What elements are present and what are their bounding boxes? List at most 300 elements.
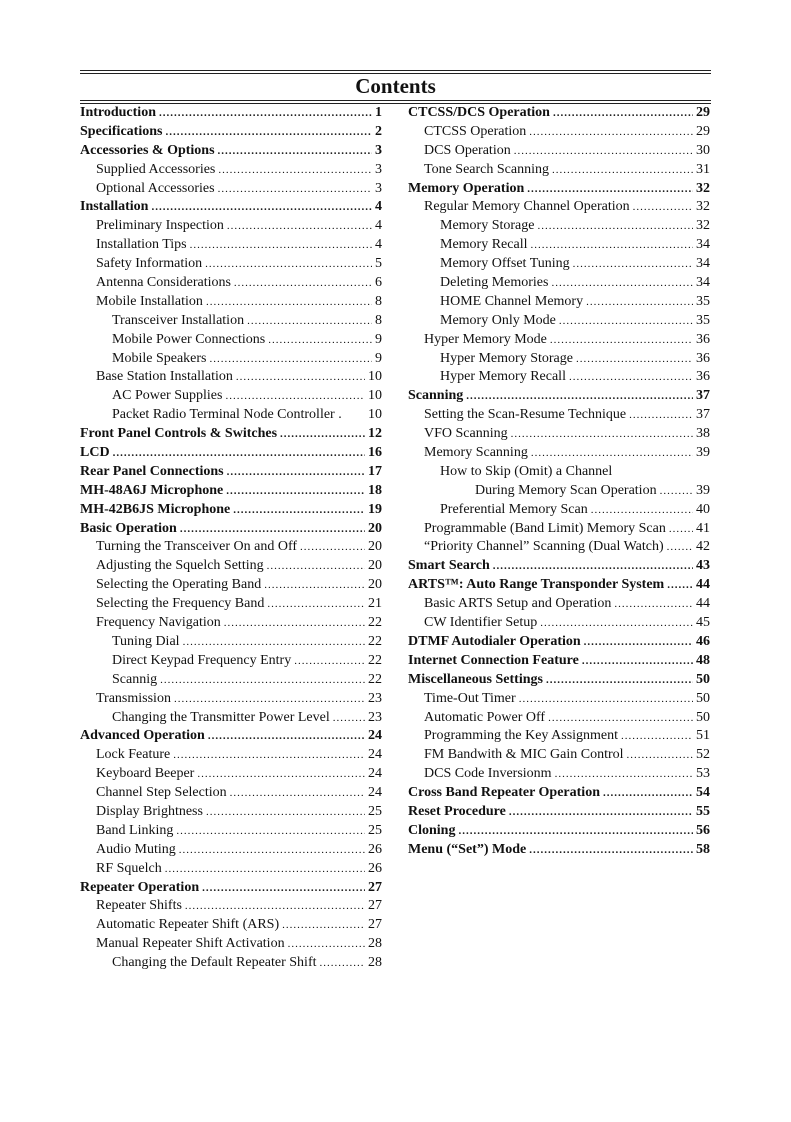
toc-entry-mobile-speakers[interactable] xyxy=(80,350,382,369)
toc-entry-title: Band Linking xyxy=(96,822,174,838)
toc-page-number: 8 xyxy=(375,312,382,328)
toc-dot-leader xyxy=(267,557,365,576)
toc-dot-leader xyxy=(208,727,365,746)
toc-page-number: 54 xyxy=(696,785,710,801)
toc-dot-leader xyxy=(159,104,372,123)
toc-page-number: 45 xyxy=(696,615,710,631)
toc-entry-title: Direct Keypad Frequency Entry xyxy=(112,652,292,668)
toc-entry-installation[interactable] xyxy=(80,198,382,217)
toc-entry-title: MH-42B6JS Microphone xyxy=(80,501,231,517)
toc-entry-band-linking[interactable] xyxy=(80,822,382,841)
toc-page-number: 18 xyxy=(368,482,382,498)
toc-left-column xyxy=(80,104,382,973)
toc-dot-leader xyxy=(603,784,693,803)
toc-entry-introduction[interactable] xyxy=(80,104,382,123)
toc-dot-leader xyxy=(559,312,693,331)
toc-entry-title: Preferential Memory Scan xyxy=(440,501,588,517)
toc-page-number: 21 xyxy=(368,596,382,612)
toc-page-number: 17 xyxy=(368,463,382,479)
toc-entry-audio-muting[interactable] xyxy=(80,841,382,860)
toc-entry-repeater-shifts[interactable] xyxy=(80,897,382,916)
toc-page-number: 44 xyxy=(696,577,710,593)
toc-entry-changing-the-transmitter-power-level[interactable] xyxy=(80,709,382,728)
toc-entry-selecting-the-operating-band[interactable] xyxy=(80,576,382,595)
toc-entry-dcs-operation[interactable] xyxy=(408,142,710,161)
toc-entry-preferential-memory-scan[interactable] xyxy=(408,501,710,520)
toc-entry-memory-storage[interactable] xyxy=(408,217,710,236)
toc-dot-leader xyxy=(550,331,693,350)
toc-page-number: 40 xyxy=(696,501,710,517)
toc-dot-leader xyxy=(160,671,365,690)
toc-page-number: 10 xyxy=(368,407,382,423)
toc-entry-direct-keypad-frequency-entry[interactable] xyxy=(80,652,382,671)
toc-entry-title: Base Station Installation xyxy=(96,369,233,385)
toc-dot-leader xyxy=(531,444,693,463)
toc-entry-reset-procedure[interactable] xyxy=(408,803,710,822)
toc-entry-how-to-skip-omit-a-channel[interactable] xyxy=(408,463,710,482)
toc-entry-title: Smart Search xyxy=(408,558,490,574)
toc-page-number: 31 xyxy=(696,161,710,177)
toc-page-number: 34 xyxy=(696,237,710,253)
toc-entry-title: Memory Only Mode xyxy=(440,312,556,328)
toc-dot-leader xyxy=(205,255,372,274)
toc-dot-leader xyxy=(614,595,693,614)
toc-dot-leader xyxy=(268,331,372,350)
toc-entry-title: Rear Panel Connections xyxy=(80,463,224,479)
toc-page-number: 3 xyxy=(375,161,382,177)
toc-page-number: 50 xyxy=(696,671,710,687)
toc-page-number: 20 xyxy=(368,539,382,555)
toc-page-number: 4 xyxy=(375,237,382,253)
toc-entry-title: Frequency Navigation xyxy=(96,615,221,631)
toc-entry-title: Repeater Shifts xyxy=(96,898,182,914)
toc-entry-title: Basic Operation xyxy=(80,520,177,536)
toc-entry-cw-identifier-setup[interactable] xyxy=(408,614,710,633)
toc-entry-title: Introduction xyxy=(80,105,156,120)
toc-entry-memory-only-mode[interactable] xyxy=(408,312,710,331)
toc-dot-leader xyxy=(576,350,693,369)
toc-entry-automatic-power-off[interactable] xyxy=(408,709,710,728)
toc-dot-leader xyxy=(206,803,365,822)
toc-dot-leader xyxy=(233,501,365,520)
toc-dot-leader xyxy=(264,576,365,595)
toc-dot-leader xyxy=(586,293,693,312)
toc-page-number: 37 xyxy=(696,388,710,404)
toc-entry-manual-repeater-shift-activation[interactable] xyxy=(80,935,382,954)
toc-dot-leader xyxy=(514,142,693,161)
toc-entry-title: LCD xyxy=(80,445,110,461)
toc-entry-title: Time-Out Timer xyxy=(424,690,516,706)
toc-entry-memory-recall[interactable] xyxy=(408,236,710,255)
toc-page-number: 8 xyxy=(375,293,382,309)
toc-entry-packet-radio-terminal-node-controller[interactable] xyxy=(80,406,382,425)
toc-dot-leader xyxy=(458,822,693,841)
toc-dot-leader xyxy=(546,671,693,690)
toc-page-number: 5 xyxy=(375,256,382,272)
toc-entry-title: Adjusting the Squelch Setting xyxy=(96,558,264,574)
toc-entry-title: Mobile Speakers xyxy=(112,350,207,366)
toc-dot-leader xyxy=(548,709,693,728)
toc-entry-title: Display Brightness xyxy=(96,803,203,819)
toc-entry-cloning[interactable] xyxy=(408,822,710,841)
toc-page-number: 39 xyxy=(696,482,710,498)
toc-entry-title: Audio Muting xyxy=(96,841,176,857)
toc-entry-title: Setting the Scan-Resume Technique xyxy=(424,407,627,423)
toc-page-number: 56 xyxy=(696,822,710,838)
toc-dot-leader xyxy=(230,784,365,803)
toc-entry-title: Accessories & Options xyxy=(80,142,215,158)
toc-entry-title: Deleting Memories xyxy=(440,275,549,291)
toc-dot-leader xyxy=(667,576,693,595)
toc-entry-basic-arts-setup-and-operation[interactable] xyxy=(408,595,710,614)
toc-entry-regular-memory-channel-operation[interactable] xyxy=(408,198,710,217)
toc-page-number: 4 xyxy=(375,199,382,215)
toc-page-number: 51 xyxy=(696,728,710,744)
toc-entry-title: Menu (“Set”) Mode xyxy=(408,841,527,857)
toc-entry-home-channel-memory[interactable] xyxy=(408,293,710,312)
toc-page-number: 34 xyxy=(696,275,710,291)
toc-dot-leader xyxy=(227,463,365,482)
toc-entry-ctcss-operation[interactable] xyxy=(408,123,710,142)
toc-dot-leader xyxy=(294,652,365,671)
toc-entry-title: Hyper Memory Storage xyxy=(440,350,573,366)
toc-page-number: 2 xyxy=(375,123,382,139)
toc-entry-internet-connection-feature[interactable] xyxy=(408,652,710,671)
toc-dot-leader xyxy=(333,709,365,728)
toc-dot-leader xyxy=(633,198,693,217)
toc-dot-leader xyxy=(151,198,372,217)
toc-page-number: 50 xyxy=(696,690,710,706)
toc-entry-title: Lock Feature xyxy=(96,747,171,763)
toc-page-number: 39 xyxy=(696,445,710,461)
toc-entry-ac-power-supplies[interactable] xyxy=(80,387,382,406)
toc-entry-title: How to Skip (Omit) a Channel xyxy=(440,463,613,479)
toc-dot-leader xyxy=(202,879,365,898)
toc-dot-leader xyxy=(165,860,365,879)
toc-page-number: 1 xyxy=(375,105,382,120)
toc-entry-title: Changing the Transmitter Power Level xyxy=(112,709,330,725)
toc-entry-preliminary-inspection[interactable] xyxy=(80,217,382,236)
toc-page-number: 50 xyxy=(696,709,710,725)
toc-entry-title: AC Power Supplies xyxy=(112,388,223,404)
toc-entry-title: Mobile Power Connections xyxy=(112,331,266,347)
toc-entry-title: DCS Operation xyxy=(424,142,511,158)
toc-page-number: 24 xyxy=(368,785,382,801)
toc-entry-tuning-dial[interactable] xyxy=(80,633,382,652)
toc-entry-title: Hyper Memory Mode xyxy=(424,331,547,347)
toc-entry-turning-the-transceiver-on-and-off[interactable] xyxy=(80,538,382,557)
toc-dot-leader xyxy=(174,690,365,709)
toc-entry-time-out-timer[interactable] xyxy=(408,690,710,709)
toc-page-number: 3 xyxy=(375,180,382,196)
toc-entry-title: Memory Recall xyxy=(440,237,528,253)
toc-entry-title: CTCSS/DCS Operation xyxy=(408,105,550,120)
toc-entry-scannig[interactable] xyxy=(80,671,382,690)
toc-entry-changing-the-default-repeater-shift[interactable] xyxy=(80,954,382,973)
toc-entry-channel-step-selection[interactable] xyxy=(80,784,382,803)
toc-entry-lock-feature[interactable] xyxy=(80,746,382,765)
toc-entry-title: CTCSS Operation xyxy=(424,123,527,139)
title-rule-top xyxy=(80,70,711,71)
toc-page-number: 24 xyxy=(368,728,382,744)
toc-page-number: 23 xyxy=(368,690,382,706)
toc-dot-leader xyxy=(226,482,365,501)
toc-entry-scanning[interactable] xyxy=(408,387,710,406)
toc-page-number: 20 xyxy=(368,577,382,593)
toc-entry-title: Memory Storage xyxy=(440,218,535,234)
toc-entry-title: ARTS™: Auto Range Transponder System xyxy=(408,577,665,593)
toc-dot-leader xyxy=(527,180,693,199)
toc-dot-leader xyxy=(591,501,693,520)
toc-entry-title: Programming the Key Assignment xyxy=(424,728,619,744)
toc-page-number: 30 xyxy=(696,142,710,158)
toc-dot-leader xyxy=(218,161,372,180)
toc-entry-title: Selecting the Operating Band xyxy=(96,577,262,593)
toc-dot-leader xyxy=(183,633,365,652)
toc-entry-cross-band-repeater-operation[interactable] xyxy=(408,784,710,803)
toc-page-number: 10 xyxy=(368,369,382,385)
toc-page-number: 29 xyxy=(696,123,710,139)
toc-page-number: 53 xyxy=(696,766,710,782)
toc-entry-setting-the-scan-resume-technique[interactable] xyxy=(408,406,710,425)
toc-page-number: 32 xyxy=(696,199,710,215)
toc-page-number: 25 xyxy=(368,803,382,819)
toc-entry-title: Programmable (Band Limit) Memory Scan xyxy=(424,520,666,536)
toc-dot-leader xyxy=(209,350,372,369)
toc-entry-dtmf-autodialer-operation[interactable] xyxy=(408,633,710,652)
toc-dot-leader xyxy=(247,312,372,331)
toc-page-number: 48 xyxy=(696,652,710,668)
toc-dot-leader xyxy=(509,803,693,822)
toc-page-number: 36 xyxy=(696,369,710,385)
toc-entry-hyper-memory-recall[interactable] xyxy=(408,368,710,387)
toc-entry-mobile-power-connections[interactable] xyxy=(80,331,382,350)
toc-page-number: 22 xyxy=(368,615,382,631)
toc-dot-leader xyxy=(320,954,366,973)
toc-entry-title: Miscellaneous Settings xyxy=(408,671,543,687)
toc-dot-leader xyxy=(225,387,365,406)
toc-entry-title: Scanning xyxy=(408,388,464,404)
toc-dot-leader xyxy=(555,765,693,784)
toc-entry-transmission[interactable] xyxy=(80,690,382,709)
page-title: Contents xyxy=(355,74,436,98)
toc-entry-safety-information[interactable] xyxy=(80,255,382,274)
toc-entry-repeater-operation[interactable] xyxy=(80,879,382,898)
toc-entry-title: Supplied Accessories xyxy=(96,161,216,177)
toc-entry-title: Keyboard Beeper xyxy=(96,766,195,782)
toc-dot-leader xyxy=(493,557,693,576)
toc-entry-installation-tips[interactable] xyxy=(80,236,382,255)
toc-entry-title: Installation xyxy=(80,199,149,215)
toc-page-number: 55 xyxy=(696,803,710,819)
toc-dot-leader xyxy=(519,690,693,709)
toc-entry-menu-set-mode[interactable] xyxy=(408,841,710,860)
title-rule-bottom-inner xyxy=(80,100,711,101)
toc-dot-leader xyxy=(267,595,365,614)
toc-page-number: 6 xyxy=(375,275,382,291)
toc-dot-leader xyxy=(288,935,365,954)
toc-dot-leader xyxy=(236,368,365,387)
toc-dot-leader xyxy=(466,387,693,406)
toc-entry-memory-offset-tuning[interactable] xyxy=(408,255,710,274)
toc-entry-hyper-memory-storage[interactable] xyxy=(408,350,710,369)
toc-page-number: 22 xyxy=(368,633,382,649)
toc-entry-mh-42b6js-microphone[interactable] xyxy=(80,501,382,520)
toc-entry-title: Channel Step Selection xyxy=(96,785,227,801)
toc-dot-leader xyxy=(537,217,693,236)
toc-dot-leader xyxy=(206,293,372,312)
toc-entry-miscellaneous-settings[interactable] xyxy=(408,671,710,690)
toc-page-number: 23 xyxy=(368,709,382,725)
toc-entry-advanced-operation[interactable] xyxy=(80,727,382,746)
toc-entry-smart-search[interactable] xyxy=(408,557,710,576)
toc-entry-antenna-considerations[interactable] xyxy=(80,274,382,293)
toc-entry-title: CW Identifier Setup xyxy=(424,615,538,631)
toc-page-number: 37 xyxy=(696,407,710,423)
toc-dot-leader xyxy=(530,236,693,255)
toc-page-number: 4 xyxy=(375,218,382,234)
toc-entry-tone-search-scanning[interactable] xyxy=(408,161,710,180)
toc-page-number: 58 xyxy=(696,841,710,857)
toc-page-number: 28 xyxy=(368,955,382,971)
toc-entry-arts-auto-range-transponder-system[interactable] xyxy=(408,576,710,595)
toc-entry-title: Regular Memory Channel Operation xyxy=(424,199,630,215)
toc-dot-leader xyxy=(540,614,693,633)
toc-entry-rf-squelch[interactable] xyxy=(80,860,382,879)
toc-dot-leader xyxy=(280,425,365,444)
toc-page-number: 46 xyxy=(696,633,710,649)
toc-dot-leader xyxy=(197,765,365,784)
toc-dot-leader xyxy=(629,406,693,425)
toc-dot-leader xyxy=(179,841,365,860)
toc-entry-title: MH-48A6J Microphone xyxy=(80,482,224,498)
toc-entry-deleting-memories[interactable] xyxy=(408,274,710,293)
toc-entry-title: FM Bandwith & MIC Gain Control xyxy=(424,747,624,763)
toc-dot-leader xyxy=(553,104,693,123)
toc-page-number: 27 xyxy=(368,917,382,933)
toc-entry-programmable-band-limit-memory-scan[interactable] xyxy=(408,520,710,539)
toc-entry-title: Memory Offset Tuning xyxy=(440,256,570,272)
toc-entry-during-memory-scan-operation[interactable] xyxy=(408,482,710,501)
toc-entry-title: DTMF Autodialer Operation xyxy=(408,633,581,649)
toc-entry-rear-panel-connections[interactable] xyxy=(80,463,382,482)
toc-entry-title: Tuning Dial xyxy=(112,633,180,649)
toc-entry-transceiver-installation[interactable] xyxy=(80,312,382,331)
toc-entry-accessories-options[interactable] xyxy=(80,142,382,161)
toc-entry-title: Transmission xyxy=(96,690,171,706)
toc-page-number: 26 xyxy=(368,860,382,876)
toc-dot-leader xyxy=(667,538,693,557)
toc-entry-supplied-accessories[interactable] xyxy=(80,161,382,180)
toc-dot-leader xyxy=(224,614,365,633)
toc-entry-memory-operation[interactable] xyxy=(408,180,710,199)
toc-page-number: 20 xyxy=(368,558,382,574)
toc-page-number: 9 xyxy=(375,331,382,347)
toc-page-number: 27 xyxy=(368,898,382,914)
toc-entry-title: Antenna Considerations xyxy=(96,275,231,291)
toc-entry-specifications[interactable] xyxy=(80,123,382,142)
toc-entry-title: “Priority Channel” Scanning (Dual Watch) xyxy=(424,539,664,555)
toc-page-number: 12 xyxy=(368,426,382,442)
toc-page-number: 3 xyxy=(375,142,382,158)
toc-dot-leader xyxy=(234,274,372,293)
toc-entry-fm-bandwith-mic-gain-control[interactable] xyxy=(408,746,710,765)
toc-entry-optional-accessories[interactable] xyxy=(80,180,382,199)
toc-entry-title: During Memory Scan Operation xyxy=(475,482,657,498)
toc-entry-title: Specifications xyxy=(80,123,163,139)
toc-page-number: 32 xyxy=(696,218,710,234)
toc-entry-basic-operation[interactable] xyxy=(80,520,382,539)
toc-page-number: 52 xyxy=(696,747,710,763)
toc-entry-title: Cross Band Repeater Operation xyxy=(408,785,600,801)
toc-entry-selecting-the-frequency-band[interactable] xyxy=(80,595,382,614)
toc-entry-title: HOME Channel Memory xyxy=(440,293,584,309)
toc-entry-hyper-memory-mode[interactable] xyxy=(408,331,710,350)
toc-page-number: 24 xyxy=(368,766,382,782)
toc-entry-title: Reset Procedure xyxy=(408,803,506,819)
toc-page-number: 38 xyxy=(696,426,710,442)
toc-page-number: 29 xyxy=(696,105,710,120)
toc-entry-title: Packet Radio Terminal Node Controller . xyxy=(112,407,342,423)
toc-dot-leader xyxy=(669,520,693,539)
toc-dot-leader xyxy=(552,161,693,180)
toc-entry-title: Memory Scanning xyxy=(424,445,528,461)
toc-entry-title: DCS Code Inversionm xyxy=(424,766,552,782)
toc-dot-leader xyxy=(621,727,693,746)
toc-dot-leader xyxy=(218,142,372,161)
toc-dot-leader xyxy=(627,746,693,765)
toc-dot-leader xyxy=(165,123,372,142)
toc-dot-leader xyxy=(180,520,365,539)
toc-page-number: 43 xyxy=(696,558,710,574)
toc-page-number: 42 xyxy=(696,539,710,555)
toc-entry-vfo-scanning[interactable] xyxy=(408,425,710,444)
toc-entry-title: Transceiver Installation xyxy=(112,312,245,328)
toc-entry-display-brightness[interactable] xyxy=(80,803,382,822)
toc-entry-frequency-navigation[interactable] xyxy=(80,614,382,633)
toc-entry-lcd[interactable] xyxy=(80,444,382,463)
toc-entry-title: Mobile Installation xyxy=(96,293,203,309)
toc-entry-programming-the-key-assignment[interactable] xyxy=(408,727,710,746)
toc-page-number: 28 xyxy=(368,936,382,952)
toc-dot-leader xyxy=(584,633,693,652)
toc-entry-adjusting-the-squelch-setting[interactable] xyxy=(80,557,382,576)
toc-page-number: 34 xyxy=(696,256,710,272)
toc-entry-dcs-code-inversionm[interactable] xyxy=(408,765,710,784)
toc-page-number: 36 xyxy=(696,331,710,347)
toc-page-number: 10 xyxy=(368,388,382,404)
toc-dot-leader xyxy=(173,746,365,765)
toc-page-number: 27 xyxy=(368,879,382,895)
toc-entry-base-station-installation[interactable] xyxy=(80,368,382,387)
toc-entry-title: Installation Tips xyxy=(96,237,187,253)
toc-entry-mh-48a6j-microphone[interactable] xyxy=(80,482,382,501)
toc-entry-keyboard-beeper[interactable] xyxy=(80,765,382,784)
toc-entry-automatic-repeater-shift-ars[interactable] xyxy=(80,916,382,935)
toc-entry-ctcss-dcs-operation[interactable] xyxy=(408,104,710,123)
toc-entry-memory-scanning[interactable] xyxy=(408,444,710,463)
toc-page-number: 35 xyxy=(696,312,710,328)
toc-page-number: 32 xyxy=(696,180,710,196)
toc-dot-leader xyxy=(511,425,693,444)
toc-dot-leader xyxy=(569,368,693,387)
toc-dot-leader xyxy=(551,274,693,293)
toc-entry-front-panel-controls-switches[interactable] xyxy=(80,425,382,444)
toc-entry-mobile-installation[interactable] xyxy=(80,293,382,312)
toc-page-number: 19 xyxy=(368,501,382,517)
toc-entry-priority-channel-scanning-dual-watch[interactable] xyxy=(408,538,710,557)
toc-entry-title: Tone Search Scanning xyxy=(424,161,549,177)
